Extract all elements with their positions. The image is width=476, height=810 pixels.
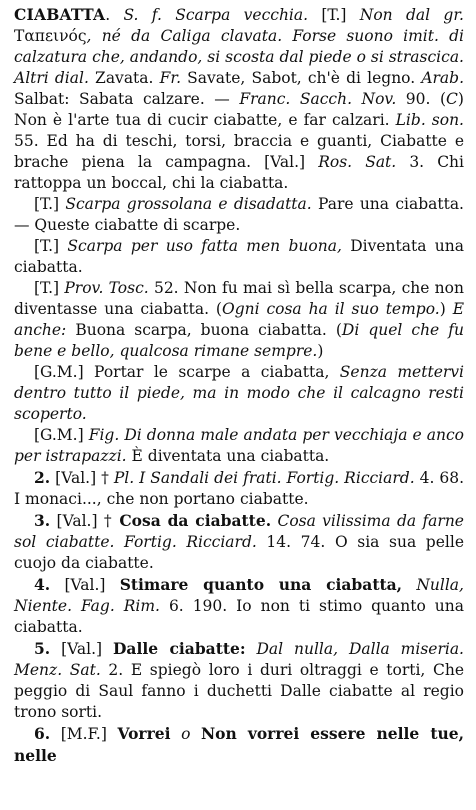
text-segment: È diventata una ciabatta. — [126, 447, 330, 465]
text-segment: Dalle ciabatte: — [112, 639, 246, 658]
sense-paragraph — [14, 194, 464, 236]
text-segment: Nulla, Niente. Fag. Rim. — [14, 576, 464, 615]
text-segment: Cosa da ciabatte. — [119, 511, 272, 530]
sense-paragraph — [14, 362, 464, 425]
definition-paragraph — [14, 4, 464, 194]
text-segment: Ros. Sat. — [318, 153, 397, 171]
text-segment: 2. E spiegò loro i duri oltraggi e torti, Che peggio di Saul fanno i duchetti Dalle ciabatte al regio trono sorti. — [14, 661, 465, 721]
text-segment: Franc. Sacch. Nov. — [239, 90, 397, 108]
text-segment: [T.] — [34, 237, 68, 255]
text-segment — [246, 640, 257, 658]
text-segment: Di quel che fu bene e bello, qualcosa rimane sempre. — [14, 321, 464, 360]
text-segment: Stimare quanto una ciabatta, — [119, 575, 403, 594]
text-segment: 3. Chi rattoppa un boccal, chi la ciabatta. — [14, 153, 464, 192]
text-segment — [171, 725, 182, 743]
text-segment: 14. 74. O sia sua pelle cuojo da ciabatte. — [14, 533, 464, 572]
text-segment: 90. ( — [396, 90, 447, 108]
text-segment: S. f. Scarpa vecchia. — [123, 6, 309, 24]
sense-paragraph — [14, 510, 464, 574]
text-segment: [Val.] † — [50, 512, 120, 530]
text-segment: Zavata. — [88, 69, 160, 87]
text-segment: ) — [317, 342, 324, 360]
text-segment — [402, 576, 416, 594]
text-segment: 52. Non fu mai sì bella scarpa, che non diventasse una ciabatta. ( — [14, 279, 464, 318]
text-segment: . — [105, 6, 124, 24]
text-segment: Ταπεινός — [14, 27, 87, 45]
sense-paragraphs — [14, 194, 464, 767]
dictionary-page — [14, 4, 464, 767]
text-segment: 6. — [34, 724, 51, 743]
text-segment: 5. — [34, 639, 51, 658]
text-segment: Caliga clavata. Forse suono imit. di calzatura che, andando, si scosta dal piede o si strascica. Altri dial. — [14, 27, 465, 87]
text-segment: 4. 68. I monaci..., che non portano ciabatte. — [14, 469, 464, 508]
text-segment: Scarpa grossolana e disadatta. — [65, 195, 312, 213]
text-segment: Arab. — [421, 69, 465, 87]
text-segment: Pl. I Sandali dei frati. Fortig. Ricciard. — [113, 469, 415, 487]
dictionary-entry-ciabatta — [14, 4, 464, 767]
text-segment: Fig. Di donna male andata per vecchiaja e anco per istrapazzi. — [14, 426, 464, 465]
text-segment: 6. 190. Io non ti stimo quanto una ciabatta. — [14, 597, 464, 636]
text-segment: 3. — [34, 511, 51, 530]
text-segment: Non vorrei essere nelle tue, nelle — [14, 724, 465, 765]
text-segment: [T.] — [308, 6, 360, 24]
text-segment: E anche: — [14, 300, 465, 339]
text-segment: o — [181, 725, 191, 743]
text-segment: Salbat: Sabata calzare. — — [14, 90, 240, 108]
text-segment: [T.] — [34, 195, 66, 213]
text-segment: Scarpa per uso fatta men buona, — [67, 237, 342, 255]
text-segment: Pare una ciabatta. — Queste ciabatte di scarpe. — [14, 195, 464, 234]
text-segment: Dal nulla, Dalla miseria. Menz. Sat. — [14, 640, 464, 679]
text-segment: Senza mettervi dentro tutto il piede, ma in modo che il calcagno resti scoperto. — [14, 363, 464, 423]
text-segment — [190, 725, 201, 743]
sense-paragraph — [14, 723, 464, 767]
text-segment: Fr. — [159, 69, 181, 87]
text-segment: ) Non è l'arte tua di cucir ciabatte, e far calzari. — [14, 90, 464, 129]
text-segment: , né da — [86, 27, 161, 45]
text-segment: Cosa vilissima da farne sol ciabatte. Fortig. Ricciard. — [14, 512, 464, 551]
text-segment: Savate, Sabot, ch'è di legno. — [181, 69, 422, 87]
text-segment: 2. — [34, 468, 51, 487]
sense-paragraph — [14, 236, 464, 278]
sense-paragraph — [14, 638, 464, 723]
text-segment: Prov. Tosc. — [64, 279, 149, 297]
text-segment: Lib. son. — [395, 111, 464, 129]
entry-lemma: CIABATTA — [14, 5, 106, 24]
text-segment: Vorrei — [117, 724, 171, 743]
text-segment: 55. Ed ha di teschi, torsi, braccia e guanti, Ciabatte e brache piena la campagna. [Val.] — [14, 132, 464, 171]
sense-paragraph — [14, 278, 464, 362]
text-segment: Diventata una ciabatta. — [14, 237, 464, 276]
text-segment: C — [446, 90, 458, 108]
text-segment: 4. — [34, 575, 51, 594]
sense-paragraph — [14, 467, 464, 510]
text-segment: [T.] — [34, 279, 65, 297]
text-segment: [M.F.] — [50, 725, 118, 743]
text-segment: [G.M.] — [34, 426, 89, 444]
sense-paragraph — [14, 574, 464, 638]
sense-paragraph — [14, 425, 464, 467]
text-segment: [G.M.] Portar le scarpe a ciabatta, — [34, 363, 340, 381]
text-segment: ) — [439, 300, 453, 318]
text-segment: Non dal gr. — [359, 6, 464, 24]
text-segment: Ogni cosa ha il suo tempo. — [221, 300, 440, 318]
text-segment: [Val.] † — [50, 469, 114, 487]
text-segment: Buona scarpa, buona ciabatta. ( — [66, 321, 342, 339]
text-segment: [Val.] — [50, 640, 113, 658]
text-segment: [Val.] — [50, 576, 120, 594]
